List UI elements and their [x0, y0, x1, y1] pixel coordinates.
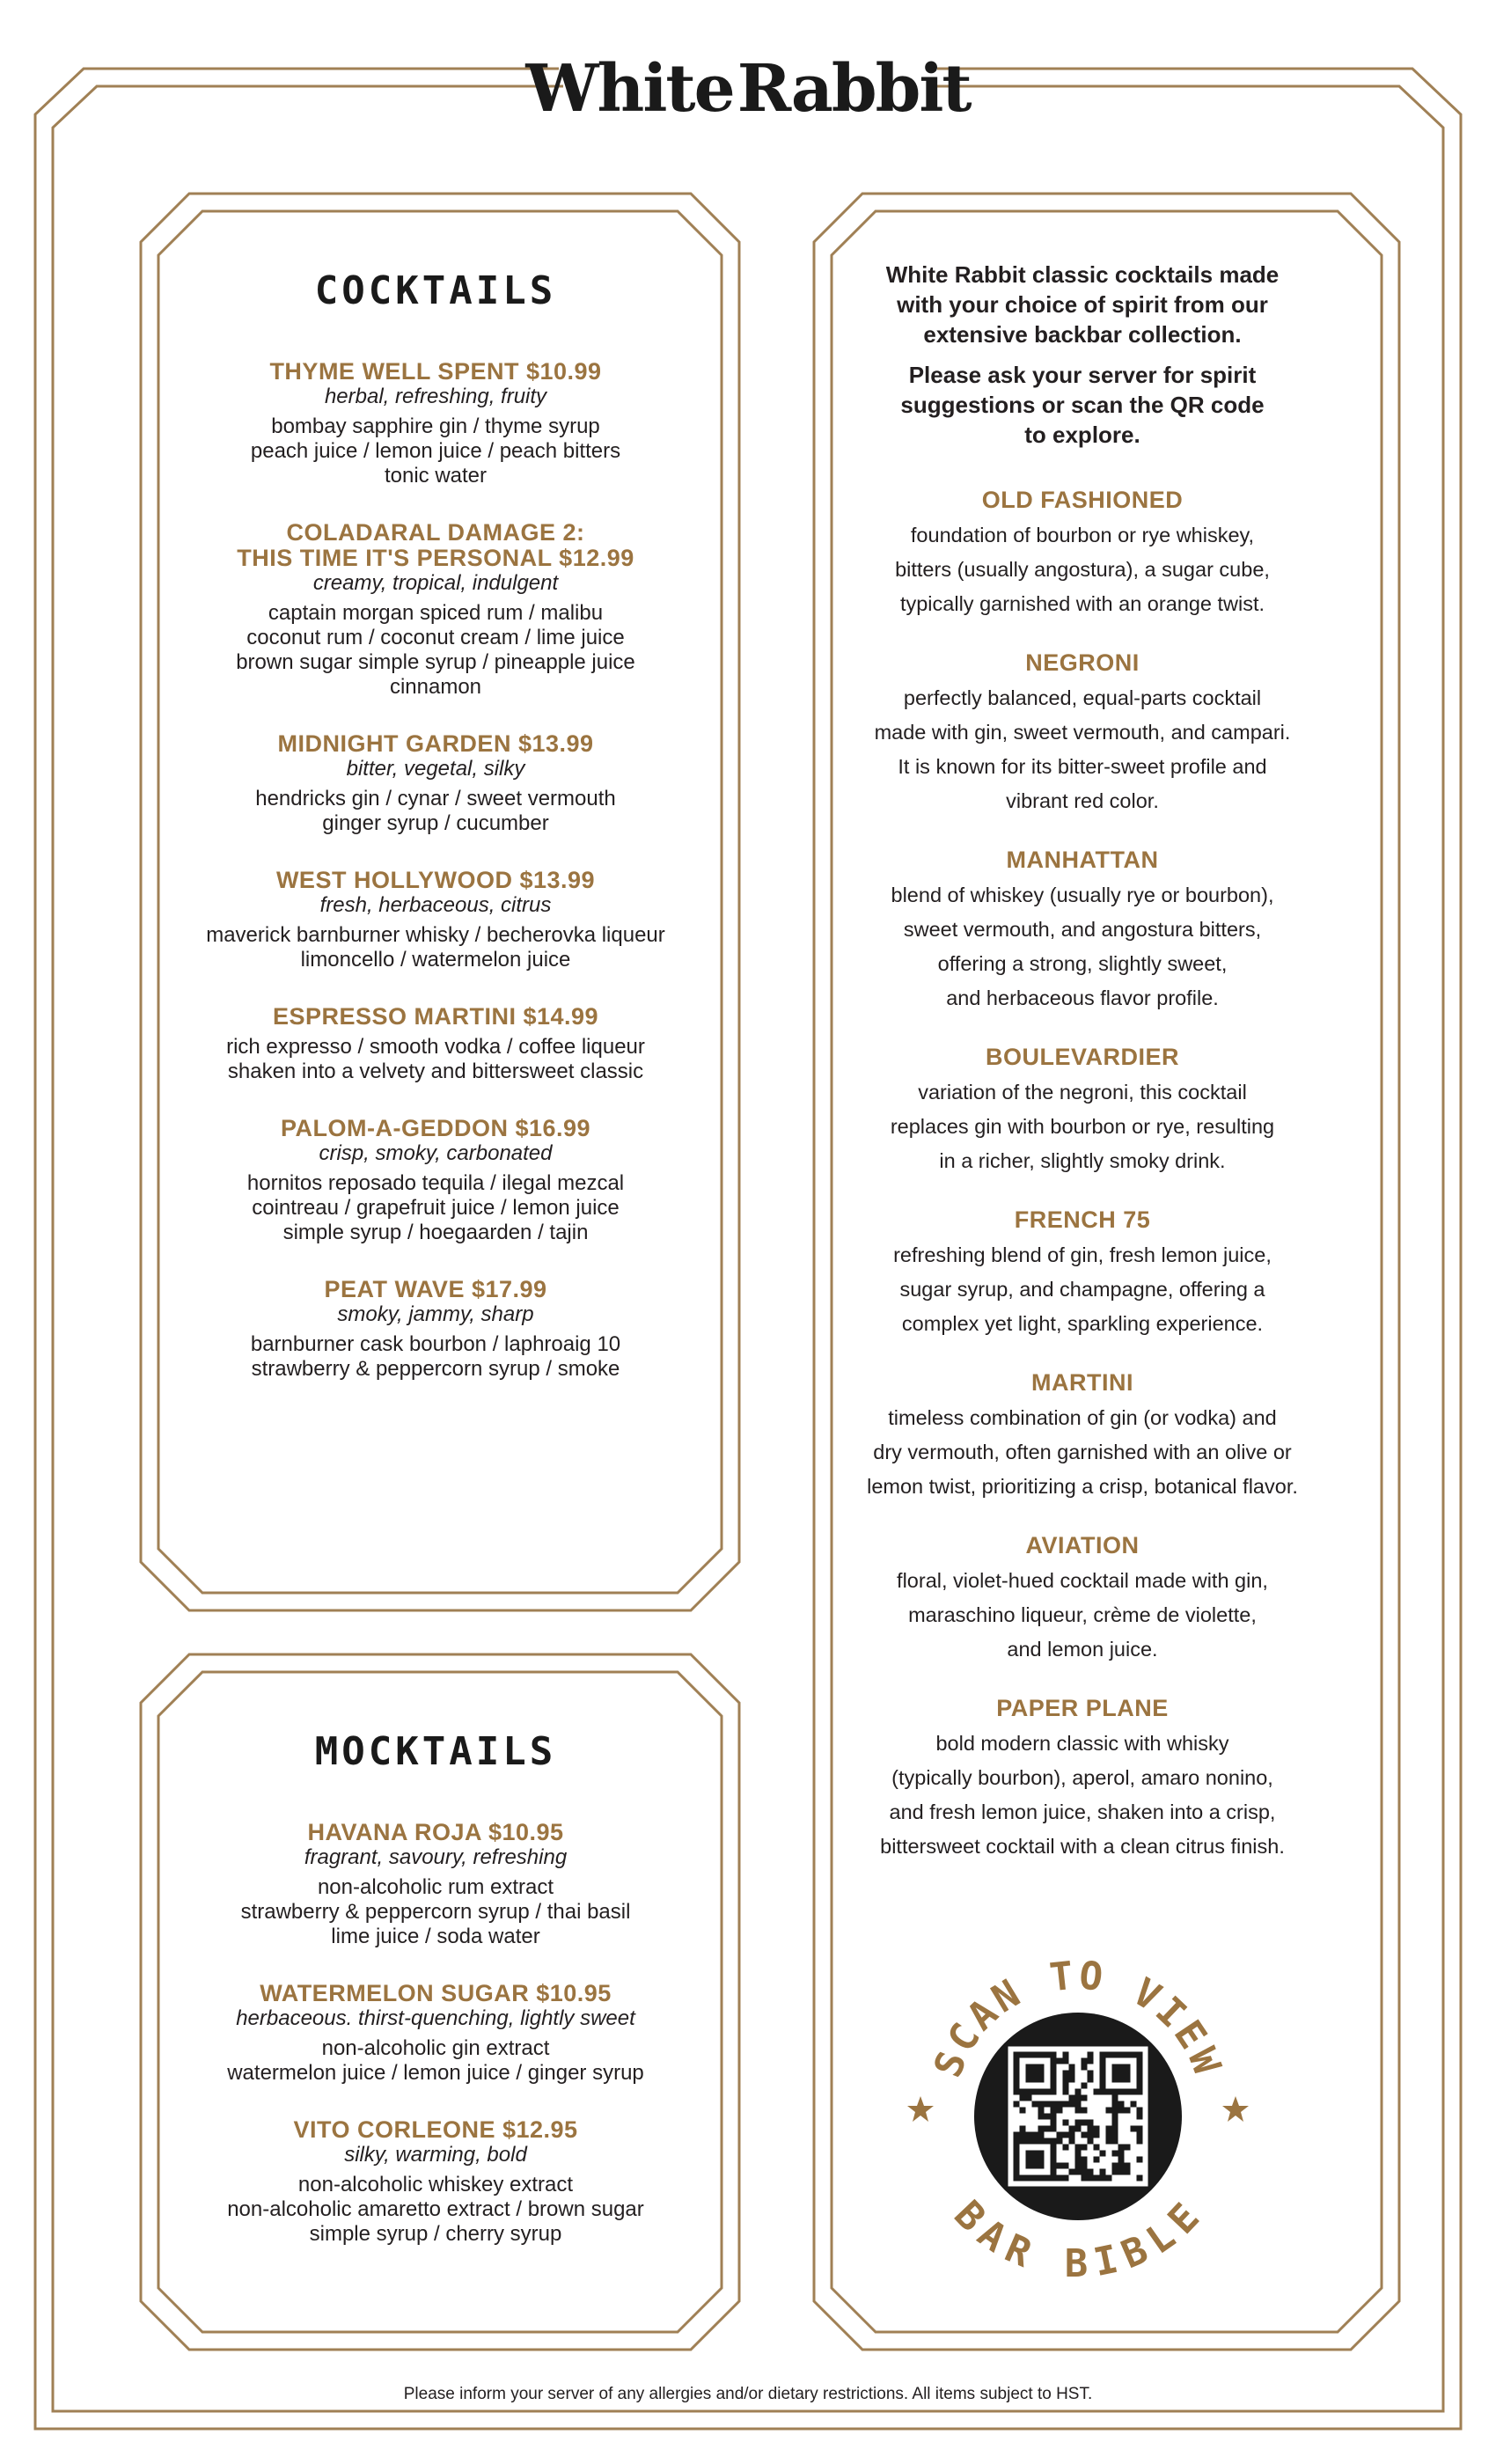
- classics-section: [840, 260, 1324, 1864]
- menu-item-ingredients: captain morgan spiced rum / malibu coconut rum / coconut cream / lime juice brown sugar simple syrup / pineapple juice cinnamon: [236, 601, 635, 699]
- classic-item-name: NEGRONI: [1025, 649, 1140, 676]
- logo-text-left: White: [525, 51, 734, 127]
- classic-item: [840, 485, 1324, 621]
- classic-item-name: AVIATION: [1025, 1532, 1140, 1558]
- menu-item-tags: crisp, smoky, carbonated: [319, 1141, 553, 1165]
- mocktail-list: [167, 1820, 704, 2247]
- menu-item-name: HAVANA ROJA $10.95: [307, 1819, 564, 1845]
- menu-item: [167, 520, 704, 700]
- menu-item-ingredients: maverick barnburner whisky / becherovka liqueur limoncello / watermelon juice: [206, 923, 665, 972]
- footer-note: Please inform your server of any allergies and/or dietary restrictions. All items subject to HST.: [403, 2385, 1093, 2403]
- menu-item-ingredients: non-alcoholic gin extract watermelon juice / lemon juice / ginger syrup: [227, 2036, 644, 2085]
- menu-item: [167, 1004, 704, 1084]
- classic-item-name: OLD FASHIONED: [981, 487, 1184, 513]
- classic-item-description: perfectly balanced, equal-parts cocktail made with gin, sweet vermouth, and campari. It is known for its bitter-sweet profile and vibrant red color.: [874, 686, 1291, 812]
- classic-item-name: BOULEVARDIER: [985, 1044, 1179, 1070]
- qr-top-text: SCAN TO VIEW: [925, 1953, 1231, 2084]
- star-icon-right: [1222, 2096, 1249, 2122]
- qr-code-badge[interactable]: [893, 1927, 1263, 2297]
- classic-item-name: MANHATTAN: [1006, 847, 1159, 873]
- classic-item: [840, 1205, 1324, 1341]
- menu-item-name: WEST HOLLYWOOD $13.99: [275, 867, 596, 893]
- classic-item: [840, 1368, 1324, 1504]
- menu-item-ingredients: bombay sapphire gin / thyme syrup peach juice / lemon juice / peach bitters tonic water: [250, 414, 621, 488]
- cocktails-section: [167, 268, 704, 1382]
- menu-item-tags: bitter, vegetal, silky: [346, 757, 525, 781]
- menu-item-tags: creamy, tropical, indulgent: [312, 571, 559, 595]
- menu-item-tags: fragrant, savoury, refreshing: [304, 1845, 568, 1869]
- menu-item: [167, 1981, 704, 2086]
- classic-item-description: refreshing blend of gin, fresh lemon juice, sugar syrup, and champagne, offering a complex yet light, sparkling experience.: [893, 1243, 1272, 1335]
- classic-item-description: variation of the negroni, this cocktail replaces gin with bourbon or rye, resulting in a richer, slightly smoky drink.: [890, 1081, 1275, 1172]
- menu-item-name: WATERMELON SUGAR $10.95: [260, 1980, 612, 2006]
- menu-item-ingredients: non-alcoholic rum extract strawberry & peppercorn syrup / thai basil lime juice / soda water: [240, 1875, 631, 1948]
- menu-item-ingredients: barnburner cask bourbon / laphroaig 10 strawberry & peppercorn syrup / smoke: [250, 1332, 621, 1381]
- menu-item-name: COLADARAL DAMAGE 2: THIS TIME IT'S PERSONAL $12.99: [237, 519, 634, 571]
- menu-item-tags: herbal, refreshing, fruity: [324, 385, 547, 408]
- classic-item: [840, 1042, 1324, 1178]
- menu-item-name: THYME WELL SPENT $10.99: [269, 358, 602, 385]
- menu-item-ingredients: rich expresso / smooth vodka / coffee liqueur shaken into a velvety and bittersweet classic: [226, 1035, 645, 1083]
- qr-code-icon[interactable]: [1008, 2047, 1148, 2187]
- menu-item-name: PEAT WAVE $17.99: [324, 1276, 547, 1302]
- star-icon-left: [907, 2096, 934, 2122]
- classic-item-name: PAPER PLANE: [996, 1695, 1169, 1721]
- menu-item-ingredients: non-alcoholic whiskey extract non-alcoholic amaretto extract / brown sugar simple syrup / cherry syrup: [227, 2173, 644, 2246]
- classic-item: [840, 648, 1324, 818]
- menu-item-name: VITO CORLEONE $12.95: [293, 2116, 578, 2143]
- menu-item: [167, 868, 704, 972]
- menu-item-tags: herbaceous. thirst-quenching, lightly sweet: [236, 2006, 635, 2030]
- menu-item: [167, 2117, 704, 2247]
- menu-item-name: MIDNIGHT GARDEN $13.99: [277, 730, 594, 757]
- menu-item-ingredients: hendricks gin / cynar / sweet vermouth ginger syrup / cucumber: [255, 787, 616, 835]
- menu-item: [167, 731, 704, 836]
- menu-item-ingredients: hornitos reposado tequila / ilegal mezcal cointreau / grapefruit juice / lemon juice simple syrup / hoegaarden / tajin: [246, 1171, 625, 1244]
- classic-item-description: bold modern classic with whisky (typically bourbon), aperol, amaro nonino, and fresh lemon juice, shaken into a crisp, bittersweet cocktail with a clean citrus finish.: [880, 1732, 1285, 1858]
- menu-item-tags: fresh, herbaceous, citrus: [319, 893, 552, 917]
- menu-item: [167, 1277, 704, 1382]
- mocktails-section: [167, 1729, 704, 2247]
- classic-item-name: MARTINI: [1031, 1369, 1133, 1396]
- menu-item-tags: smoky, jammy, sharp: [337, 1302, 534, 1326]
- mocktails-title: MOCKTAILS: [314, 1729, 557, 1774]
- classic-list: [840, 485, 1324, 1864]
- cocktails-title: COCKTAILS: [314, 268, 557, 313]
- classic-item-description: timeless combination of gin (or vodka) and dry vermouth, often garnished with an olive or lemon twist, prioritizing a crisp, botanical flavor.: [867, 1406, 1298, 1498]
- cocktail-list: [167, 359, 704, 1382]
- menu-item: [167, 359, 704, 488]
- classic-item: [840, 1693, 1324, 1864]
- brand-logo: [525, 32, 971, 146]
- classics-intro-2: Please ask your server for spirit suggestions or scan the QR code to explore.: [900, 362, 1265, 448]
- menu-item-name: ESPRESSO MARTINI $14.99: [272, 1003, 599, 1030]
- classic-item: [840, 845, 1324, 1016]
- classic-item-name: FRENCH 75: [1014, 1206, 1151, 1233]
- logo-text-right: Rabbit: [737, 51, 971, 127]
- menu-item-tags: silky, warming, bold: [344, 2143, 527, 2167]
- menu-item: [167, 1116, 704, 1245]
- classic-item-description: foundation of bourbon or rye whiskey, bitters (usually angostura), a sugar cube, typically garnished with an orange twist.: [895, 524, 1270, 615]
- qr-bottom-text: BAR BIBLE: [945, 2192, 1211, 2286]
- classic-item: [840, 1530, 1324, 1667]
- classics-intro-1: White Rabbit classic cocktails made with your choice of spirit from our extensive backbar collection.: [885, 261, 1280, 348]
- menu-item: [167, 1820, 704, 1949]
- classic-item-description: blend of whiskey (usually rye or bourbon), sweet vermouth, and angostura bitters, offering a strong, slightly sweet, and herbaceous flavor profile.: [891, 884, 1274, 1009]
- menu-item-name: PALOM-A-GEDDON $16.99: [280, 1115, 591, 1141]
- classic-item-description: floral, violet-hued cocktail made with gin, maraschino liqueur, crème de violette, and lemon juice.: [897, 1569, 1268, 1661]
